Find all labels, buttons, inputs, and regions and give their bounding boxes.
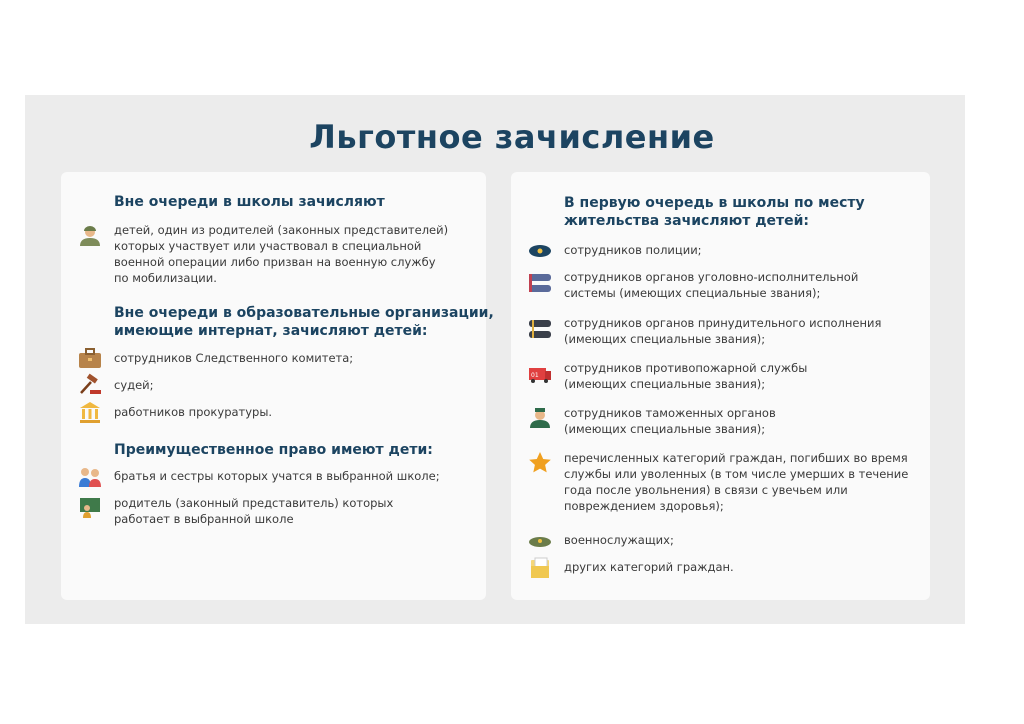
item-text: сотрудников Следственного комитета; — [114, 351, 354, 365]
item-text: судей; — [114, 378, 154, 392]
item-text: детей, один из родителей (законных представителей) которых участвует или участвовал в специальной военной операции либо призван на военную службу по мобилизации. — [114, 223, 449, 285]
children-icon — [78, 465, 102, 487]
item-text: сотрудников таможенных органов (имеющих специальные звания); — [564, 406, 776, 436]
star-icon — [528, 452, 552, 474]
military-cap-icon — [528, 530, 552, 552]
item-text: сотрудников органов принудительного исполнения (имеющих специальные звания); — [564, 316, 882, 346]
fire-truck-icon — [528, 362, 552, 384]
svg-text:01: 01 — [531, 372, 539, 379]
teacher-board-icon — [78, 496, 102, 518]
section-heading: Вне очереди в школы зачисляют — [114, 194, 385, 210]
item-text: родитель (законный представитель) которых работает в выбранной школе — [114, 496, 394, 526]
page-title: Льготное зачисление — [309, 118, 715, 156]
item-text: работников прокуратуры. — [114, 405, 273, 419]
item-text: сотрудников органов уголовно-исполнительной системы (имеющих специальные звания); — [564, 270, 859, 300]
shoulder-strap-icon — [528, 272, 552, 294]
briefcase-icon — [78, 347, 102, 369]
item-text: других категорий граждан. — [564, 560, 734, 574]
section-heading: Вне очереди в образовательные организации, имеющие интернат, зачисляют детей: — [114, 305, 494, 339]
folder-icon — [528, 557, 552, 579]
item-text: сотрудников противопожарной службы (имеющих специальные звания); — [564, 361, 808, 391]
courthouse-icon — [78, 401, 102, 423]
item-text: перечисленных категорий граждан, погибших во время службы или уволенных (в том числе умерших в течение года после увольнения) в связи с увечьем или повреждением здоровья); — [564, 451, 909, 513]
shoulder-strap-icon — [528, 318, 552, 340]
item-text: военнослужащих; — [564, 533, 674, 547]
section-heading: Преимущественное право имеют дети: — [114, 442, 433, 458]
item-text: братья и сестры которых учатся в выбранной школе; — [114, 469, 440, 483]
soldier-icon — [78, 224, 102, 246]
police-cap-icon — [528, 240, 552, 262]
gavel-icon — [78, 373, 102, 395]
section-heading: В первую очередь в школы по месту жительства зачисляют детей: — [564, 195, 865, 229]
customs-officer-icon — [528, 406, 552, 428]
item-text: сотрудников полиции; — [564, 243, 702, 257]
